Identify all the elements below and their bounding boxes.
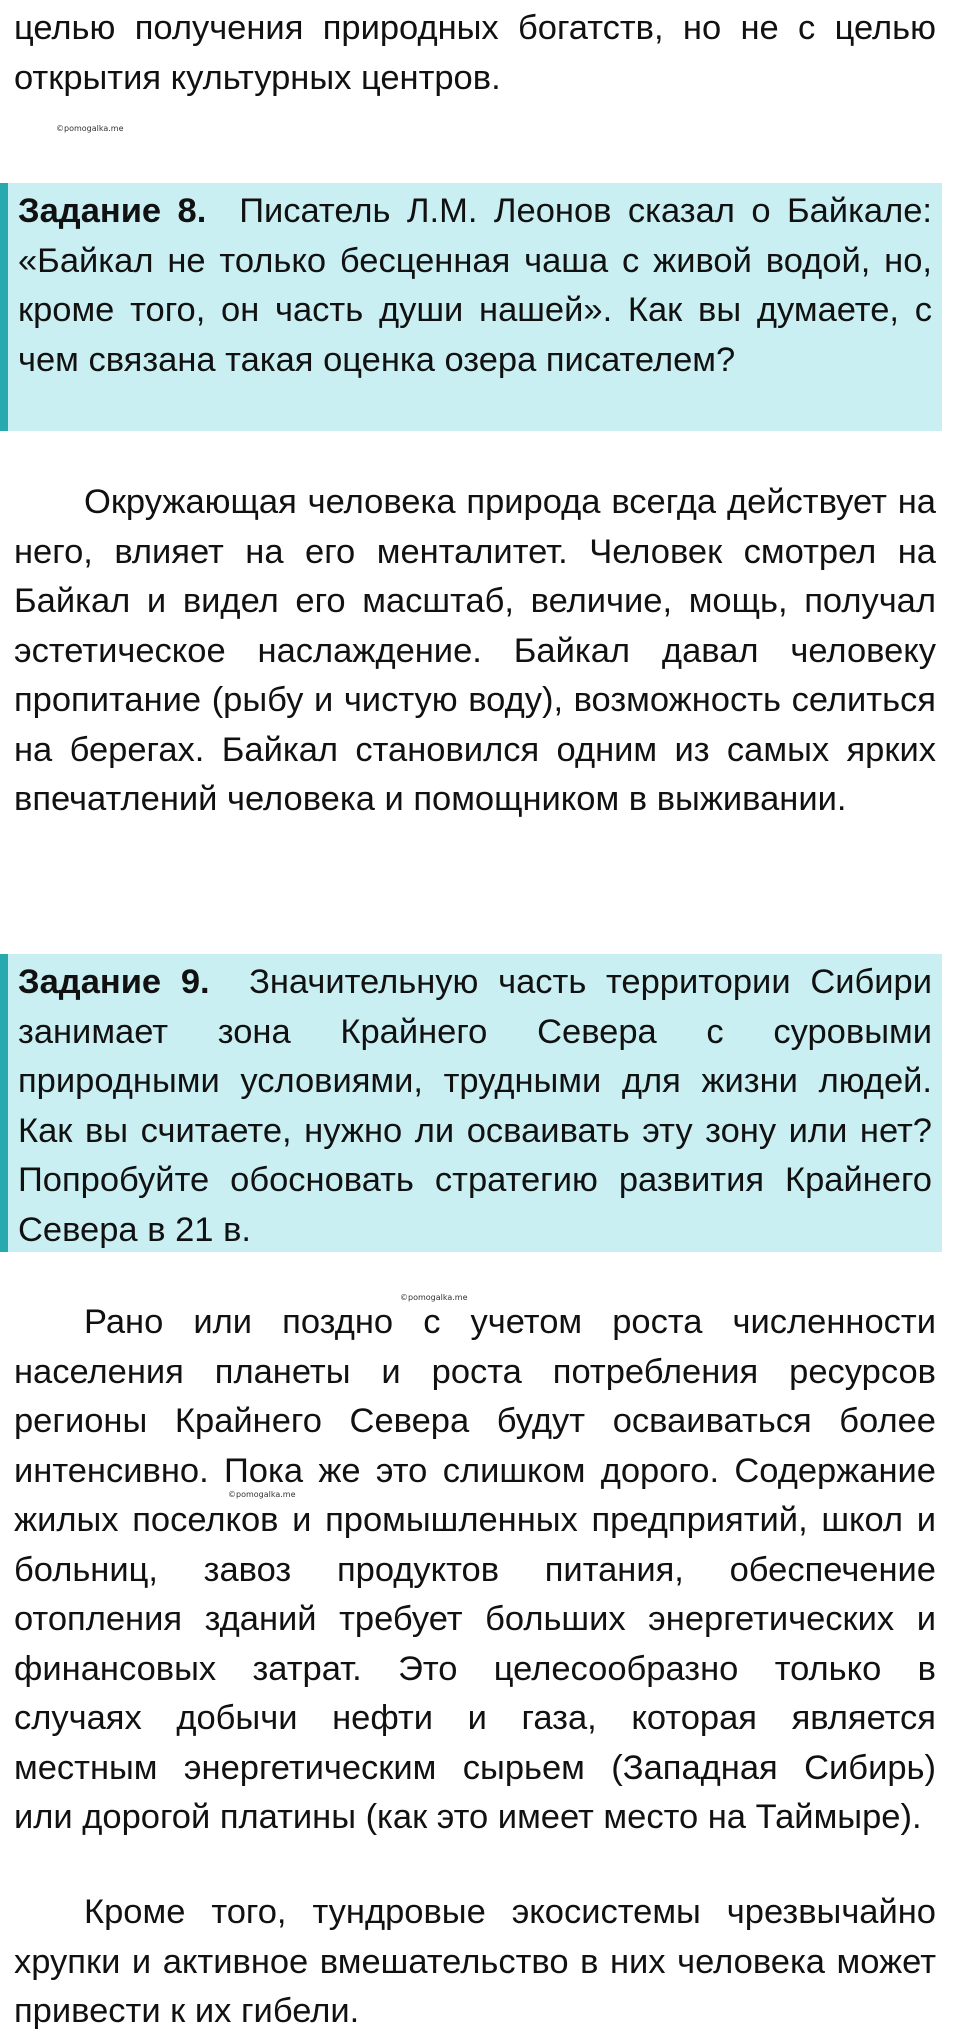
watermark: ©pomogalka.me: [56, 124, 124, 133]
watermark: ©pomogalka.me: [228, 1490, 296, 1499]
task-9-box: [0, 954, 942, 1252]
watermark: ©pomogalka.me: [400, 1293, 468, 1302]
answer-9-paragraph-1: Рано или поздно с учетом роста численности населения планеты и роста потребления ресурсов регионы Крайнего Севера будут осваиваться более интенсивно. Пока же это слишком дорого. Содержание жилых поселков и промышленных предприятий, школ и больниц, завоз продуктов питания, обеспечение отопления зданий требует больших энергетических и финансовых затрат. Это целесообразно только в случаях добычи нефти и газа, которая является местным энергетическим сырьем (Западная Сибирь) или дорогой платины (как это имеет место на Таймыре).: [14, 1303, 936, 1836]
task-8-label: Задание 8.: [18, 192, 207, 230]
answer-9-paragraph-2: Кроме того, тундровые экосистемы чрезвычайно хрупки и активное вмешательство в них человека может привести к их гибели.: [14, 1893, 936, 2030]
task-8-box: [0, 183, 942, 431]
task-9-question: Значительную часть территории Сибири занимает зона Крайнего Севера с суровыми природными условиями, трудными для жизни людей. Как вы считаете, нужно ли осваивать эту зону или нет? Попробуйте обосновать стратегию развития Крайнего Севера в 21 в.: [18, 963, 932, 1249]
task-8-question: Писатель Л.М. Леонов сказал о Байкале: «Байкал не только бесценная чаша с живой водой, но, кроме того, он часть души нашей». Как вы думаете, с чем связана такая оценка озера писателем?: [18, 192, 933, 379]
intro-text: целью получения природных богатств, но не с целью открытия культурных центров.: [14, 9, 936, 97]
task-8-text: [18, 183, 932, 385]
answer-8-paragraph: Окружающая человека природа всегда действует на него, влияет на его менталитет. Человек смотрел на Байкал и видел его масштаб, величие, мощь, получал эстетическое наслаждение. Байкал давал человеку пропитание (рыбу и чистую воду), возможность селиться на берегах. Байкал становился одним из самых ярких впечатлений человека и помощником в выживании.: [14, 483, 936, 818]
task-9-label: Задание 9.: [18, 963, 210, 1001]
task-9-text: [18, 954, 932, 1255]
